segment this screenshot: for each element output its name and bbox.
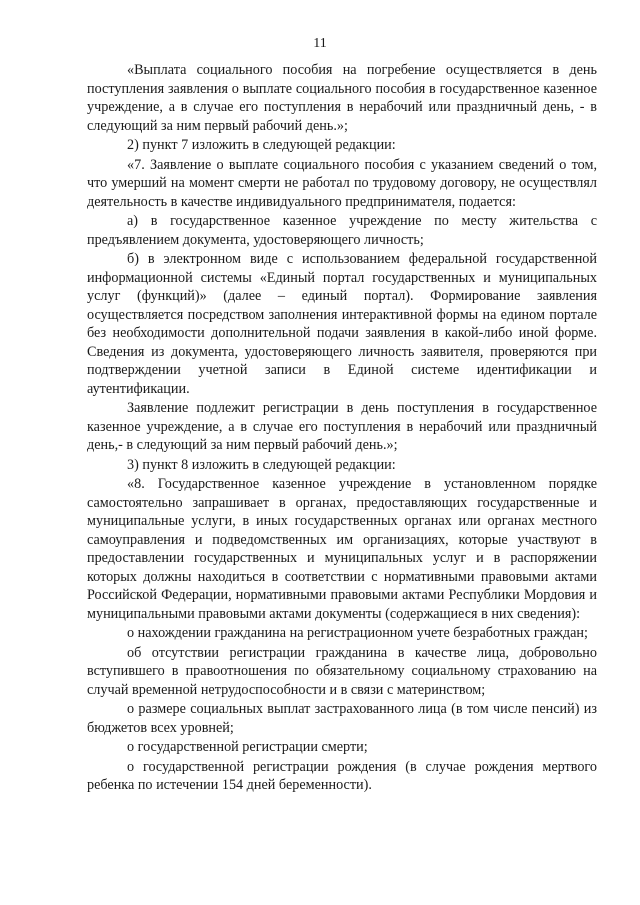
paragraph-item-2-heading: 2) пункт 7 изложить в следующей редакции: <box>127 137 396 153</box>
paragraph-payment-timing: «Выплата социального пособия на погребение осуществляется в день поступления заявления о выплате социального пособия в государственное казенное учреждение, а в случае его поступления в нерабочий или праздничный день, - в следующий за ним первый рабочий день.»; <box>87 62 597 134</box>
list-item-insurance: об отсутствии регистрации гражданина в качестве лица, добровольно вступившего в правоотношения по обязательному социальному страхованию на случай временной нетрудоспособности и в связи с материнством; <box>87 644 597 698</box>
paragraph-point-7: «7. Заявление о выплате социального пособия с указанием сведений о том, что умерший на момент смерти не работал по трудовому договору, не осуществлял деятельность в качестве индивидуального предпринимателя, подается: <box>87 156 597 210</box>
list-item-unemployment: о нахождении гражданина на регистрационном учете безработных граждан; <box>127 625 588 641</box>
document-body <box>87 61 597 795</box>
page-number: 11 <box>313 36 327 51</box>
paragraph-point-8: «8. Государственное казенное учреждение в установленном порядке самостоятельно запрашивает в органах, предоставляющих государственные и муниципальные услуги, в иных государственных органах или органах местного самоуправления и подведомственных им организациях, которые участвуют в предоставлении государственных и муниципальных услуг и в распоряжении которых должны находиться в соответствии с нормативными правовыми актами Российской Федерации, нормативными правовыми актами Республики Мордовия и муниципальными правовыми актами документы (содержащиеся в них сведения): <box>87 476 597 622</box>
list-item-payments: о размере социальных выплат застрахованного лица (в том числе пенсий) из бюджетов всех уровней; <box>87 701 597 736</box>
paragraph-subitem-b: б) в электронном виде с использованием федеральной государственной информационной системы «Единый портал государственных и муниципальных услуг (функций)» (далее – единый портал). Формирование заявления осуществляется посредством заполнения интерактивной формы на едином портале без необходимости дополнительной подачи заявления в какой-либо иной форме. Сведения из документа, удостоверяющего личность заявителя, проверяются при подтверждении учетной записи в Единой системе идентификации и аутентификации. <box>87 251 597 397</box>
paragraph-subitem-a: а) в государственное казенное учреждение по месту жительства с предъявлением документа, удостоверяющего личность; <box>87 213 597 248</box>
list-item-death-registration: о государственной регистрации смерти; <box>127 739 368 755</box>
list-item-birth-registration: о государственной регистрации рождения (в случае рождения мертвого ребенка по истечении 154 дней беременности). <box>87 758 597 793</box>
paragraph-item-3-heading: 3) пункт 8 изложить в следующей редакции: <box>127 456 396 473</box>
paragraph-registration: Заявление подлежит регистрации в день поступления в государственное казенное учреждение, а в случае его поступления в нерабочий или праздничный день,- в следующий за ним первый рабочий день.»; <box>87 400 597 453</box>
